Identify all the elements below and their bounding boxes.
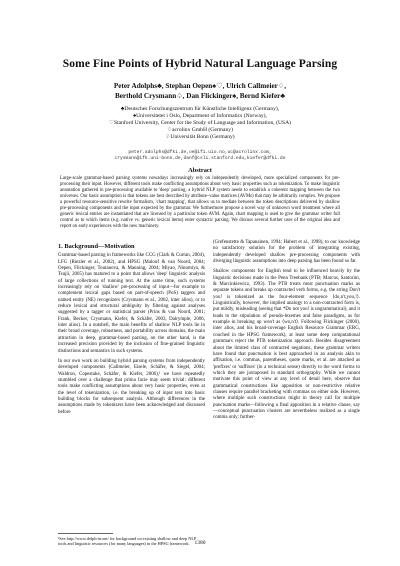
email-list bbox=[0, 150, 400, 162]
email-line: peter.adolphs@dfki.de,oe@ifi.uio.no,uc@acrolinx.com, bbox=[128, 150, 272, 155]
affiliation: ♠Universitetet i Oslo, Department of Informatics (Norway), bbox=[133, 113, 267, 120]
paper-title: Some Fine Points of Hybrid Natural Language Parsing bbox=[62, 58, 338, 70]
author-line: Peter Adolphs♣, Stephan Oepen♠♡, Ulrich Callmeier♢, bbox=[113, 82, 287, 90]
affiliation-list bbox=[0, 106, 400, 141]
author-list bbox=[0, 82, 400, 101]
paragraph: (Grefenstette & Tapanainen, 1994; Habert et al., 1998), to our knowledge no satisfactory solution for the problem of integrating existing, independently developed shallow pre-processing components with diverging linguistic assumptions into deep parsing has been found so far. bbox=[213, 240, 360, 265]
paragraph: In our own work on building hybrid parsing systems from independently developed components (Callmeier, Eisele, Schäfer, & Siegel, 2004; Waldron, Copestake, Schäfer, & Kiefer, 2006),¹ we have repeatedly stumbled over a challenge that prima facie may seem trivial: different tools make conflicting assumptions about very basic properties, even at the level of tokenization, i.e. the breaking up of input text into basic building blocks for subsequent analysis. Although differences in the assumptions made by tokenizers have been acknowledged and discussed before bbox=[58, 358, 205, 415]
abstract-heading: Abstract bbox=[188, 167, 212, 174]
affiliation: ♡Stanford University, Center for the Study of Language and Information, (USA) bbox=[108, 120, 292, 127]
affiliation: ♣Deutsches Forschungszentrum für Künstliche Intelligenz (Germany), bbox=[120, 106, 280, 112]
section-heading: 1. Background—Motivation bbox=[58, 243, 135, 250]
paragraph: Grammar-based parsing in frameworks like CCG (Clark & Curran, 2004), LFG (Riezler et al., 2002), and HPSG (Malouf & van Noord, 2004; Oepen, Flickinger, Toutanova, & Manning, 2004; Miyao, Ninomiya, & Tsujii, 2005) has matured to a point that allows 'deep' linguistic analysis of large collections of running text. At the same time, such systems increasingly rely on 'shallow' pre-processing of input—for example to complement lexical gaps based on part-of-speech (PoS) taggers and named entity (NE) recognizers (Crysmann et al., 2002, inter alios), or to reduce lexical and structural ambiguity by filtering against analyses suggested by a tagger or statistical parser (Prins & van Noord, 2001; Frank, Becker, Crysmann, Kiefer, & Schäfer, 2003, Dalrymple, 2006, inter alios). In a nutshell, the main benefits of shallow NLP tools lie in their broad coverage, robustness, and portability across domains, the main attraction in deep, grammar-based parsing, on the other hand, is the increased precision provided by the inclusion of fine-grained linguistic distinctions and semantics in such systems. bbox=[58, 253, 205, 354]
affiliation: ♢acrolinx GmbH (Germany) bbox=[167, 127, 233, 134]
author-line: Berthold Crysmann♤, Dan Flickinger♠, Bernd Kiefer♣ bbox=[114, 91, 286, 100]
paragraph: Shallow components for English tend to be influenced heavily by the linguistic decisions made in the Penn Treebank (PTB; Marcus, Santorini, & Marcinkiewicz, 1993). The PTB treats most punctuation marks as separate tokens and breaks up contracted verb forms, e.g. the string Don't you! is tokenized as the four-element sequence ⟨do,n't,you,!⟩. Linguistically, however, the implied analogy to a non-contracted form is, put mildly, misleading (seeing that *Do not you! is ungrammatical), and it leads to the stipulation of pseudo-lexemes and false paradigms, as for example in breaking up won't as ⟨wo,n't⟩. Following Flickinger (2000), inter alios, and his broad-coverage English Resource Grammar (ERG, couched in the HPSG framework), at least some deep computational grammars reject the PTB tokenization approach. Besides disagreement about the limited class of contracted negations, these grammar writers have found that punctuation is best approached in an analysis akin to affixation, i.e. commas, parentheses, quote marks, et al. are attached as 'prefixes' or 'suffixes' (in a technical sense) directly to the word forms to which they are juxtaposed in standard orthography. While we cannot motivate this point of view at any level of detail here, observe that grammatical constructions like apposition or non-restrictive relative clauses require parallel bracketing with commas on either side. However, where multiple such constructions might in theory call for multiple punctuation marks—following a final apposition in a relative clause, say—conceptual punctuation clusters are nevertheless realized as a single comma only; further- bbox=[213, 269, 360, 421]
page-number: 1380 bbox=[194, 540, 206, 546]
footnote-rule bbox=[58, 533, 113, 534]
affiliation: ♤Universität Bonn (Germany) bbox=[165, 134, 235, 141]
footnote: ¹See http://www.delph-in.net/ for background on existing shallow and deep NLP tools and linguistic resources (for many languages) in the HPSG framework. bbox=[58, 536, 197, 547]
abstract-body: Large-scale grammar-based parsing systems nowadays increasingly rely on independently developed, more specialized components for pre-processing their input. However, different tools make conflicting assumptions about very basic properties such as tokenization. To make linguistic annotation gathered in pre-processing available to 'deep' parsing, a hybrid NLP system needs to establish a coherent mapping between the two universes. Our basic assumption is that tokens are best described by attribute–value matrices (AVMs) that may be arbitrarily complex. We propose a powerful resource-sensitive rewrite formalism, 'chart mapping', that allows us to mediate between the token descriptions delivered by shallow pre-processing components and the input expected by the grammar. We furthermore propose a novel way of unknown word treatment where all generic lexical entries are instantiated that are licensed by a particular token AVM. Again, chart mapping is used to give the grammar writer full control as to which items (e.g. native vs. generic lexical items) enter syntactic parsing. We discuss several further uses of the original idea and report on early experiences with the new machinery. bbox=[60, 176, 340, 230]
right-column bbox=[213, 240, 360, 426]
left-column bbox=[58, 244, 205, 420]
email-line: crysmann@ifk.uni-bonn.de,danf@csli.stanford.edu,kiefer@dfki.de bbox=[114, 156, 286, 161]
